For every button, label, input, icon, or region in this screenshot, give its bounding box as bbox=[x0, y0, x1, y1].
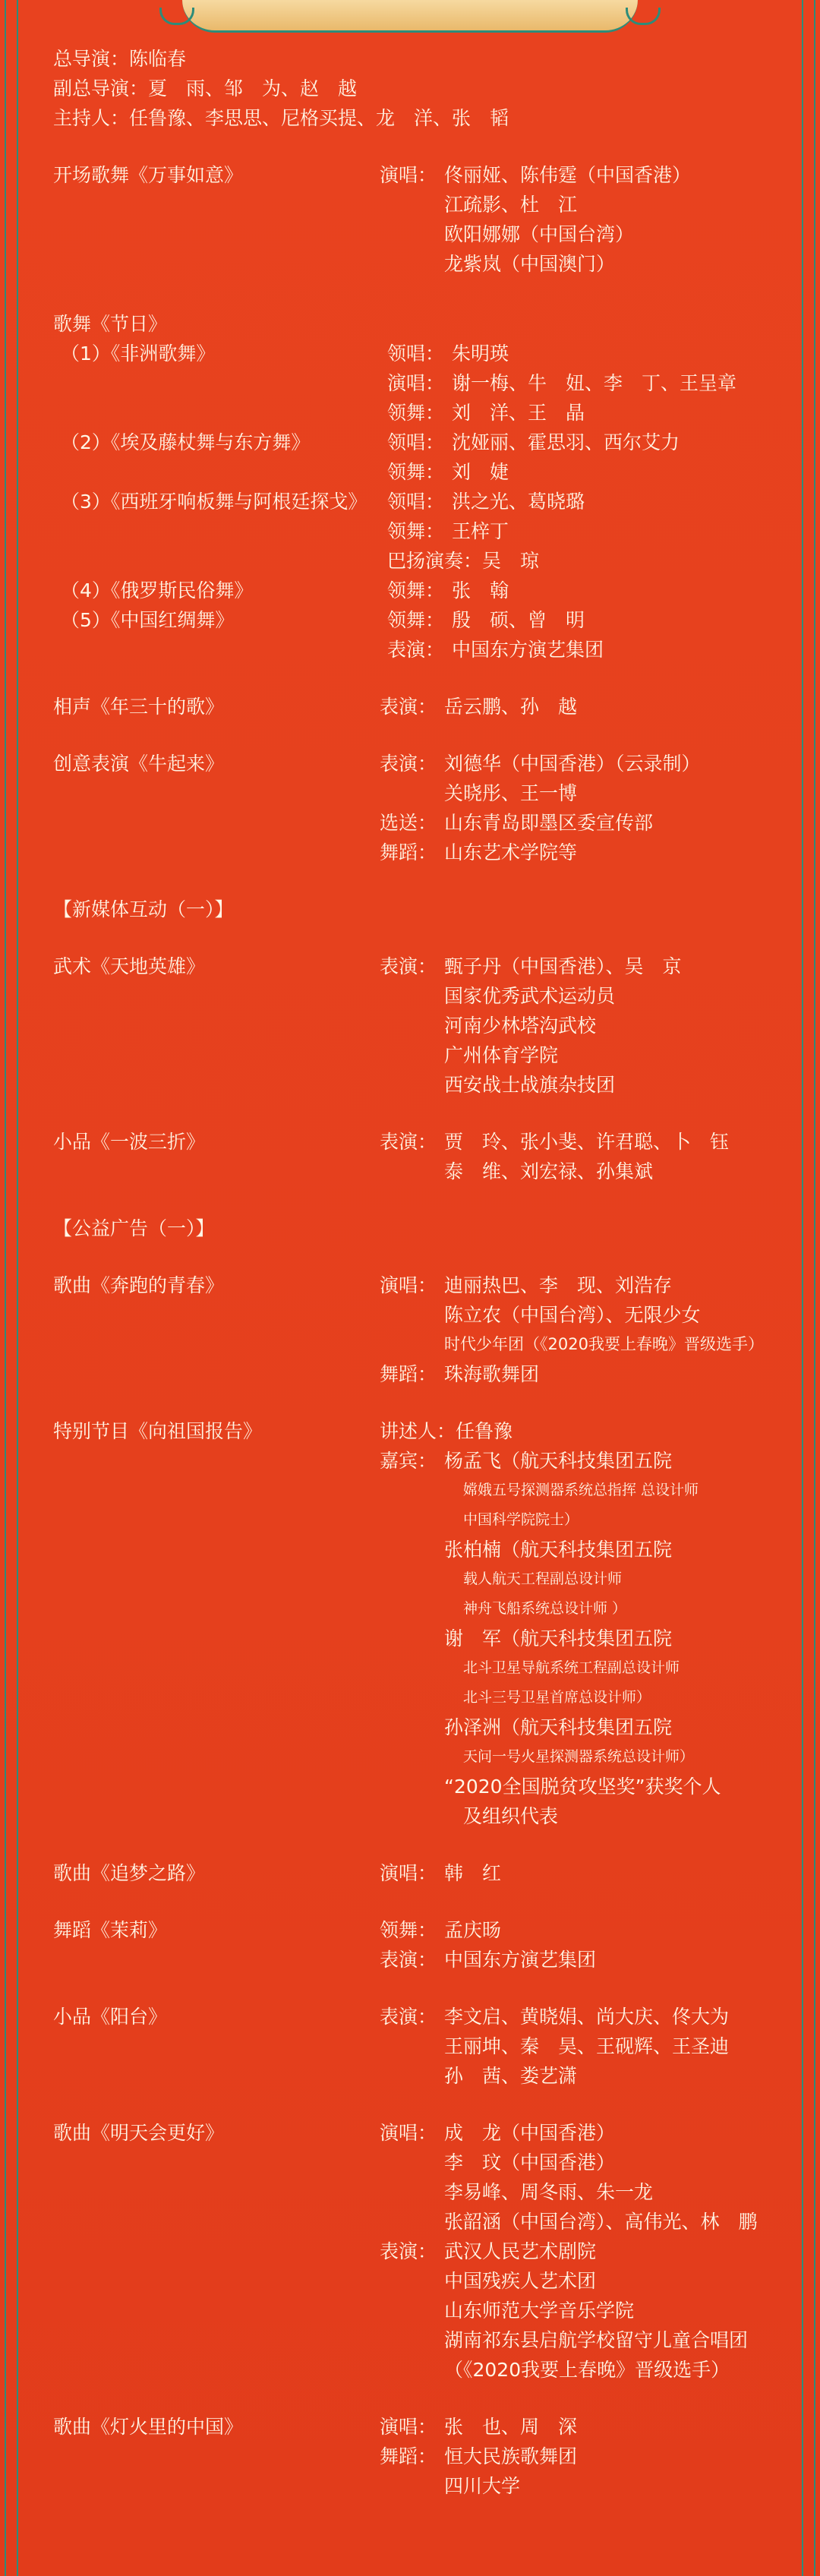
section-header: 【公益广告（一）】 bbox=[53, 1217, 215, 1239]
performer-list bbox=[387, 576, 782, 605]
performer-entry bbox=[380, 2118, 782, 2148]
role-label: 领舞： bbox=[387, 609, 445, 631]
program-item bbox=[53, 1416, 782, 1535]
performer-entry bbox=[380, 1271, 782, 1300]
performer-entry bbox=[380, 2207, 782, 2237]
performer-names: 洪之光、葛晓璐 bbox=[452, 491, 585, 513]
role-label bbox=[380, 249, 444, 279]
performer-list bbox=[380, 2412, 782, 2501]
performer-entry bbox=[387, 339, 782, 368]
program-title: （2）《埃及藤杖舞与东方舞》 bbox=[61, 431, 311, 453]
performer-names: 湖南祁东县启航学校留守儿童合唱团 bbox=[444, 2329, 749, 2351]
performer-entry bbox=[380, 2296, 782, 2325]
performer-names: 河南少林塔沟武校 bbox=[444, 1015, 597, 1037]
performer-names: 吴 琼 bbox=[482, 550, 540, 572]
performer-entry bbox=[380, 838, 782, 867]
guest-line: “2020全国脱贫攻坚奖”获奖个人 bbox=[444, 1776, 721, 1798]
performer-entry bbox=[387, 398, 782, 428]
performer-names: 杨孟飞（航天科技集团五院 bbox=[444, 1450, 673, 1472]
performer-names: 张韶涵（中国台湾）、高伟光、林 鹏 bbox=[444, 2211, 758, 2233]
performer-entry bbox=[380, 2355, 782, 2385]
performer-list bbox=[380, 692, 782, 721]
role-label: 表演： bbox=[380, 696, 437, 718]
performer-entry bbox=[380, 778, 782, 808]
performer-entry bbox=[380, 1330, 782, 1359]
performer-names: 谢一梅、牛 妞、李 丁、王呈章 bbox=[452, 372, 737, 394]
program-items bbox=[53, 160, 782, 2501]
performer-list bbox=[380, 1416, 782, 1535]
guest-line: 孙泽洲（航天科技集团五院 bbox=[444, 1716, 673, 1738]
performer-entry bbox=[380, 692, 782, 721]
performer-names: 四川大学 bbox=[444, 2475, 521, 2497]
role-label bbox=[380, 2031, 444, 2061]
left-border-decoration bbox=[5, 0, 18, 2576]
performer-names: 关晓彤、王一博 bbox=[444, 782, 578, 804]
program-title: 特别节目《向祖国报告》 bbox=[53, 1420, 263, 1442]
performer-entry bbox=[387, 576, 782, 605]
performer-entry bbox=[380, 2031, 782, 2061]
role-label: 演唱： bbox=[380, 2416, 437, 2438]
performer-names: 成 龙（中国香港） bbox=[444, 2122, 616, 2144]
program-item bbox=[53, 1915, 782, 1975]
role-label bbox=[380, 2325, 444, 2355]
role-label bbox=[380, 778, 444, 808]
role-label bbox=[380, 2266, 444, 2296]
performer-names: 刘 婕 bbox=[452, 461, 509, 483]
role-label bbox=[380, 1330, 444, 1359]
performer-list bbox=[387, 339, 782, 428]
guest-title-line: 北斗卫星导航系统工程副总设计师 bbox=[463, 1659, 680, 1676]
performer-names: 西安战士战旗杂技团 bbox=[444, 1074, 616, 1096]
performer-names: 陈立农（中国台湾）、无限少女 bbox=[444, 1304, 701, 1326]
performer-names: 江疏影、杜 江 bbox=[444, 194, 578, 216]
performer-entry bbox=[380, 1945, 782, 1975]
program-title: （4）《俄罗斯民俗舞》 bbox=[61, 579, 254, 601]
performer-list bbox=[380, 309, 782, 339]
role-label: 表演： bbox=[380, 1949, 437, 1971]
program-title: 小品《一波三折》 bbox=[53, 1131, 206, 1153]
performer-names: 刘 洋、王 晶 bbox=[452, 402, 585, 424]
performer-names: 山东艺术学院等 bbox=[444, 841, 578, 863]
performer-names: 孙 茜、娄艺潇 bbox=[444, 2065, 578, 2087]
role-label: 演唱： bbox=[380, 2122, 437, 2144]
program-item bbox=[53, 2118, 782, 2385]
performer-list bbox=[387, 487, 782, 576]
performer-entry bbox=[380, 749, 782, 778]
program-title: 舞蹈《茉莉》 bbox=[53, 1919, 168, 1941]
guest-line: 谢 军（航天科技集团五院 bbox=[444, 1627, 673, 1649]
performer-entry bbox=[380, 2148, 782, 2177]
program-title: 歌曲《明天会更好》 bbox=[53, 2122, 225, 2144]
program-continuation bbox=[53, 1713, 782, 1772]
program-continuation bbox=[53, 1772, 782, 1831]
program-title: 歌曲《追梦之路》 bbox=[53, 1862, 206, 1884]
role-label: 表演： bbox=[380, 753, 437, 775]
performer-names: 殷 硕、曾 明 bbox=[452, 609, 585, 631]
performer-names: 李文启、黄晓娟、尚大庆、佟大为 bbox=[444, 2006, 730, 2028]
performer-entry bbox=[387, 368, 782, 398]
performer-list bbox=[380, 1915, 782, 1975]
program-item bbox=[53, 2002, 782, 2091]
role-label: 表演： bbox=[387, 639, 445, 661]
performer-names: 龙紫岚（中国澳门） bbox=[444, 253, 616, 275]
performer-list bbox=[380, 2002, 782, 2091]
performer-list bbox=[380, 1858, 782, 1888]
program-item bbox=[53, 692, 782, 721]
performer-list bbox=[380, 1713, 782, 1772]
role-label: 舞蹈： bbox=[380, 841, 437, 863]
program-title: 创意表演《牛起来》 bbox=[53, 753, 225, 775]
performer-entry bbox=[380, 1127, 782, 1157]
credit-director: 总导演：陈临春 bbox=[53, 48, 187, 70]
role-label bbox=[380, 2177, 444, 2207]
performer-list bbox=[380, 952, 782, 1100]
performer-entry bbox=[387, 546, 782, 576]
performer-list bbox=[380, 1271, 782, 1389]
role-label bbox=[380, 2061, 444, 2091]
spacer bbox=[53, 1713, 380, 1772]
program-item bbox=[53, 1858, 782, 1888]
performer-list bbox=[380, 1127, 782, 1186]
performer-names: 中国残疾人艺术团 bbox=[444, 2270, 597, 2292]
performer-entry bbox=[380, 1157, 782, 1186]
program-item bbox=[53, 605, 782, 665]
program-title: 小品《阳台》 bbox=[53, 2006, 168, 2028]
role-label bbox=[380, 2148, 444, 2177]
performer-names: 山东青岛即墨区委宣传部 bbox=[444, 812, 654, 834]
program-item bbox=[53, 576, 782, 605]
performer-names: 恒大民族歌舞团 bbox=[444, 2445, 578, 2467]
performer-names: 中国东方演艺集团 bbox=[452, 639, 604, 661]
performer-names: 中国东方演艺集团 bbox=[444, 1949, 597, 1971]
role-label: 表演： bbox=[380, 2006, 437, 2028]
performer-entry bbox=[380, 952, 782, 981]
performer-names: 李易峰、周冬雨、朱一龙 bbox=[444, 2181, 654, 2203]
performer-names: 孟庆旸 bbox=[444, 1919, 502, 1941]
role-label bbox=[380, 2355, 444, 2385]
performer-names: 张 翰 bbox=[452, 579, 509, 601]
role-label bbox=[380, 2207, 444, 2237]
performer-entry bbox=[380, 1416, 782, 1446]
section-header: 【新媒体互动（一）】 bbox=[53, 898, 234, 920]
performer-entry bbox=[380, 2412, 782, 2442]
performer-names: （《2020我要上春晚》晋级选手） bbox=[444, 2359, 730, 2381]
performer-entry bbox=[380, 1915, 782, 1945]
role-label: 领唱： bbox=[387, 491, 445, 513]
performer-names: 张 也、周 深 bbox=[444, 2416, 578, 2438]
role-label: 演唱： bbox=[380, 1862, 437, 1884]
role-label: 选送： bbox=[380, 812, 437, 834]
performer-entry bbox=[380, 2442, 782, 2471]
performer-entry bbox=[387, 605, 782, 635]
performer-names: 泰 维、刘宏禄、孙集斌 bbox=[444, 1160, 654, 1182]
performer-list bbox=[387, 605, 782, 665]
role-label: 领舞： bbox=[380, 1919, 437, 1941]
role-label: 演唱： bbox=[387, 372, 445, 394]
program-title: 开场歌舞《万事如意》 bbox=[53, 164, 244, 186]
role-label: 表演： bbox=[380, 2240, 437, 2262]
performer-list bbox=[380, 1624, 782, 1713]
performer-entry bbox=[380, 2471, 782, 2501]
program-title: 歌曲《灯火里的中国》 bbox=[53, 2416, 244, 2438]
role-label bbox=[380, 1300, 444, 1330]
performer-names: 贾 玲、张小斐、许君聪、卜 钰 bbox=[444, 1131, 730, 1153]
performer-entry bbox=[380, 1040, 782, 1070]
performer-names: 李 玟（中国香港） bbox=[444, 2151, 616, 2174]
role-label bbox=[380, 219, 444, 249]
performer-names: 刘德华（中国香港）（云录制） bbox=[444, 753, 701, 775]
role-label bbox=[380, 1011, 444, 1040]
performer-entry bbox=[380, 1070, 782, 1100]
performer-names: 甄子丹（中国香港）、吴 京 bbox=[444, 955, 682, 977]
guest-title-line: 嫦娥五号探测器系统总指挥 总设计师 bbox=[463, 1482, 699, 1498]
performer-entry bbox=[380, 2237, 782, 2266]
program-item bbox=[53, 2412, 782, 2501]
role-label: 巴扬演奏： bbox=[387, 550, 483, 572]
program-item bbox=[53, 749, 782, 867]
performer-names: 欧阳娜娜（中国台湾） bbox=[444, 223, 635, 245]
performer-entry bbox=[380, 1300, 782, 1330]
program-item bbox=[53, 952, 782, 1100]
program-item bbox=[53, 160, 782, 279]
guest-title-line: 天问一号火星探测器系统总设计师） bbox=[463, 1748, 695, 1765]
role-label: 领舞： bbox=[387, 402, 445, 424]
role-label: 嘉宾： bbox=[380, 1450, 437, 1472]
role-label: 领舞： bbox=[387, 579, 445, 601]
guest-title-line: 载人航天工程副总设计师 bbox=[463, 1571, 623, 1587]
performer-names: 武汉人民艺术剧院 bbox=[444, 2240, 597, 2262]
top-ornament bbox=[182, 0, 638, 33]
performer-entry bbox=[380, 1359, 782, 1389]
program-title: （1）《非洲歌舞》 bbox=[61, 343, 216, 365]
role-label bbox=[380, 190, 444, 219]
performer-entry bbox=[380, 249, 782, 279]
role-label: 表演： bbox=[380, 1131, 437, 1153]
performer-names: 广州体育学院 bbox=[444, 1044, 559, 1066]
credit-hosts: 主持人：任鲁豫、李思思、尼格买提、龙 洋、张 韬 bbox=[53, 107, 509, 129]
performer-names: 国家优秀武术运动员 bbox=[444, 985, 616, 1007]
role-label: 领唱： bbox=[387, 431, 445, 453]
performer-entry bbox=[380, 1858, 782, 1888]
program-item bbox=[53, 1127, 782, 1186]
performer-entry bbox=[380, 1011, 782, 1040]
performer-names: 任鲁豫 bbox=[456, 1420, 513, 1442]
performer-entry bbox=[380, 2177, 782, 2207]
role-label: 演唱： bbox=[380, 1274, 437, 1296]
performer-list bbox=[380, 160, 782, 279]
performer-names: 迪丽热巴、李 现、刘浩存 bbox=[444, 1274, 673, 1296]
right-border-decoration bbox=[802, 0, 815, 2576]
performer-names: 佟丽娅、陈伟霆（中国香港） bbox=[444, 164, 692, 186]
guest-title-line: 中国科学院院士） bbox=[463, 1511, 579, 1528]
performer-entry bbox=[380, 2266, 782, 2296]
performer-entry bbox=[387, 428, 782, 457]
spacer bbox=[53, 1535, 380, 1624]
performer-entry bbox=[380, 190, 782, 219]
performer-entry bbox=[387, 487, 782, 516]
program-title: 武术《天地英雄》 bbox=[53, 955, 206, 977]
performer-names: 山东师范大学音乐学院 bbox=[444, 2300, 635, 2322]
role-label: 领唱： bbox=[387, 343, 445, 365]
role-label: 表演： bbox=[380, 955, 437, 977]
guest-line: 及组织代表 bbox=[444, 1805, 559, 1827]
spacer bbox=[53, 1624, 380, 1713]
credits-block bbox=[53, 44, 782, 133]
performer-entry bbox=[380, 808, 782, 838]
program-item bbox=[53, 339, 782, 428]
program-title: （5）《中国红绸舞》 bbox=[61, 609, 235, 631]
program-list bbox=[53, 44, 782, 2501]
role-label bbox=[380, 2471, 444, 2501]
performer-entry bbox=[387, 457, 782, 487]
performer-names: 朱明瑛 bbox=[452, 343, 509, 365]
role-label: 演唱： bbox=[380, 164, 437, 186]
program-item bbox=[53, 1271, 782, 1389]
performer-names: 王梓丁 bbox=[452, 520, 509, 542]
performer-list bbox=[380, 1535, 782, 1624]
performer-list bbox=[380, 1772, 782, 1831]
program-title: 相声《年三十的歌》 bbox=[53, 696, 225, 718]
guest-line: 张柏楠（航天科技集团五院 bbox=[444, 1539, 673, 1561]
performer-entry bbox=[380, 2325, 782, 2355]
performer-entry bbox=[380, 1446, 782, 1476]
performer-names: 韩 红 bbox=[444, 1862, 502, 1884]
performer-entry bbox=[380, 219, 782, 249]
role-label: 领舞： bbox=[387, 461, 445, 483]
performer-names: 珠海歌舞团 bbox=[444, 1363, 540, 1385]
role-label bbox=[380, 1157, 444, 1186]
program-title: （3）《西班牙响板舞与阿根廷探戈》 bbox=[61, 491, 367, 513]
performer-names: 岳云鹏、孙 越 bbox=[444, 696, 578, 718]
role-label bbox=[380, 1070, 444, 1100]
credit-deputy-directors: 副总导演：夏 雨、邹 为、赵 越 bbox=[53, 77, 358, 99]
program-continuation bbox=[53, 1535, 782, 1624]
program-continuation bbox=[53, 1624, 782, 1713]
role-label bbox=[380, 2296, 444, 2325]
role-label: 讲述人： bbox=[380, 1420, 456, 1442]
program-item bbox=[53, 309, 782, 339]
performer-entry bbox=[380, 2002, 782, 2031]
performer-entry bbox=[387, 635, 782, 665]
performer-list bbox=[380, 749, 782, 867]
performer-names: 时代少年团（《2020我要上春晚》晋级选手） bbox=[444, 1335, 764, 1353]
program-item bbox=[53, 428, 782, 487]
performer-names: 王丽坤、秦 昊、王砚辉、王圣迪 bbox=[444, 2035, 730, 2057]
program-title: 歌曲《奔跑的青春》 bbox=[53, 1274, 225, 1296]
performer-list bbox=[380, 2118, 782, 2385]
spacer bbox=[53, 1772, 380, 1831]
performer-entry bbox=[380, 160, 782, 190]
role-label: 舞蹈： bbox=[380, 2445, 437, 2467]
performer-entry bbox=[380, 981, 782, 1011]
role-label: 领舞： bbox=[387, 520, 445, 542]
program-item bbox=[53, 487, 782, 576]
performer-list bbox=[387, 428, 782, 487]
role-label: 舞蹈： bbox=[380, 1363, 437, 1385]
guest-title-line: 神舟飞船系统总设计师 ） bbox=[463, 1600, 627, 1617]
program-title: 歌舞《节日》 bbox=[53, 313, 168, 335]
role-label bbox=[380, 981, 444, 1011]
performer-entry bbox=[387, 516, 782, 546]
performer-names: 沈娅丽、霍思羽、西尔艾力 bbox=[452, 431, 680, 453]
performer-entry bbox=[380, 2061, 782, 2091]
role-label bbox=[380, 1040, 444, 1070]
guest-title-line: 北斗三号卫星首席总设计师） bbox=[463, 1689, 651, 1706]
